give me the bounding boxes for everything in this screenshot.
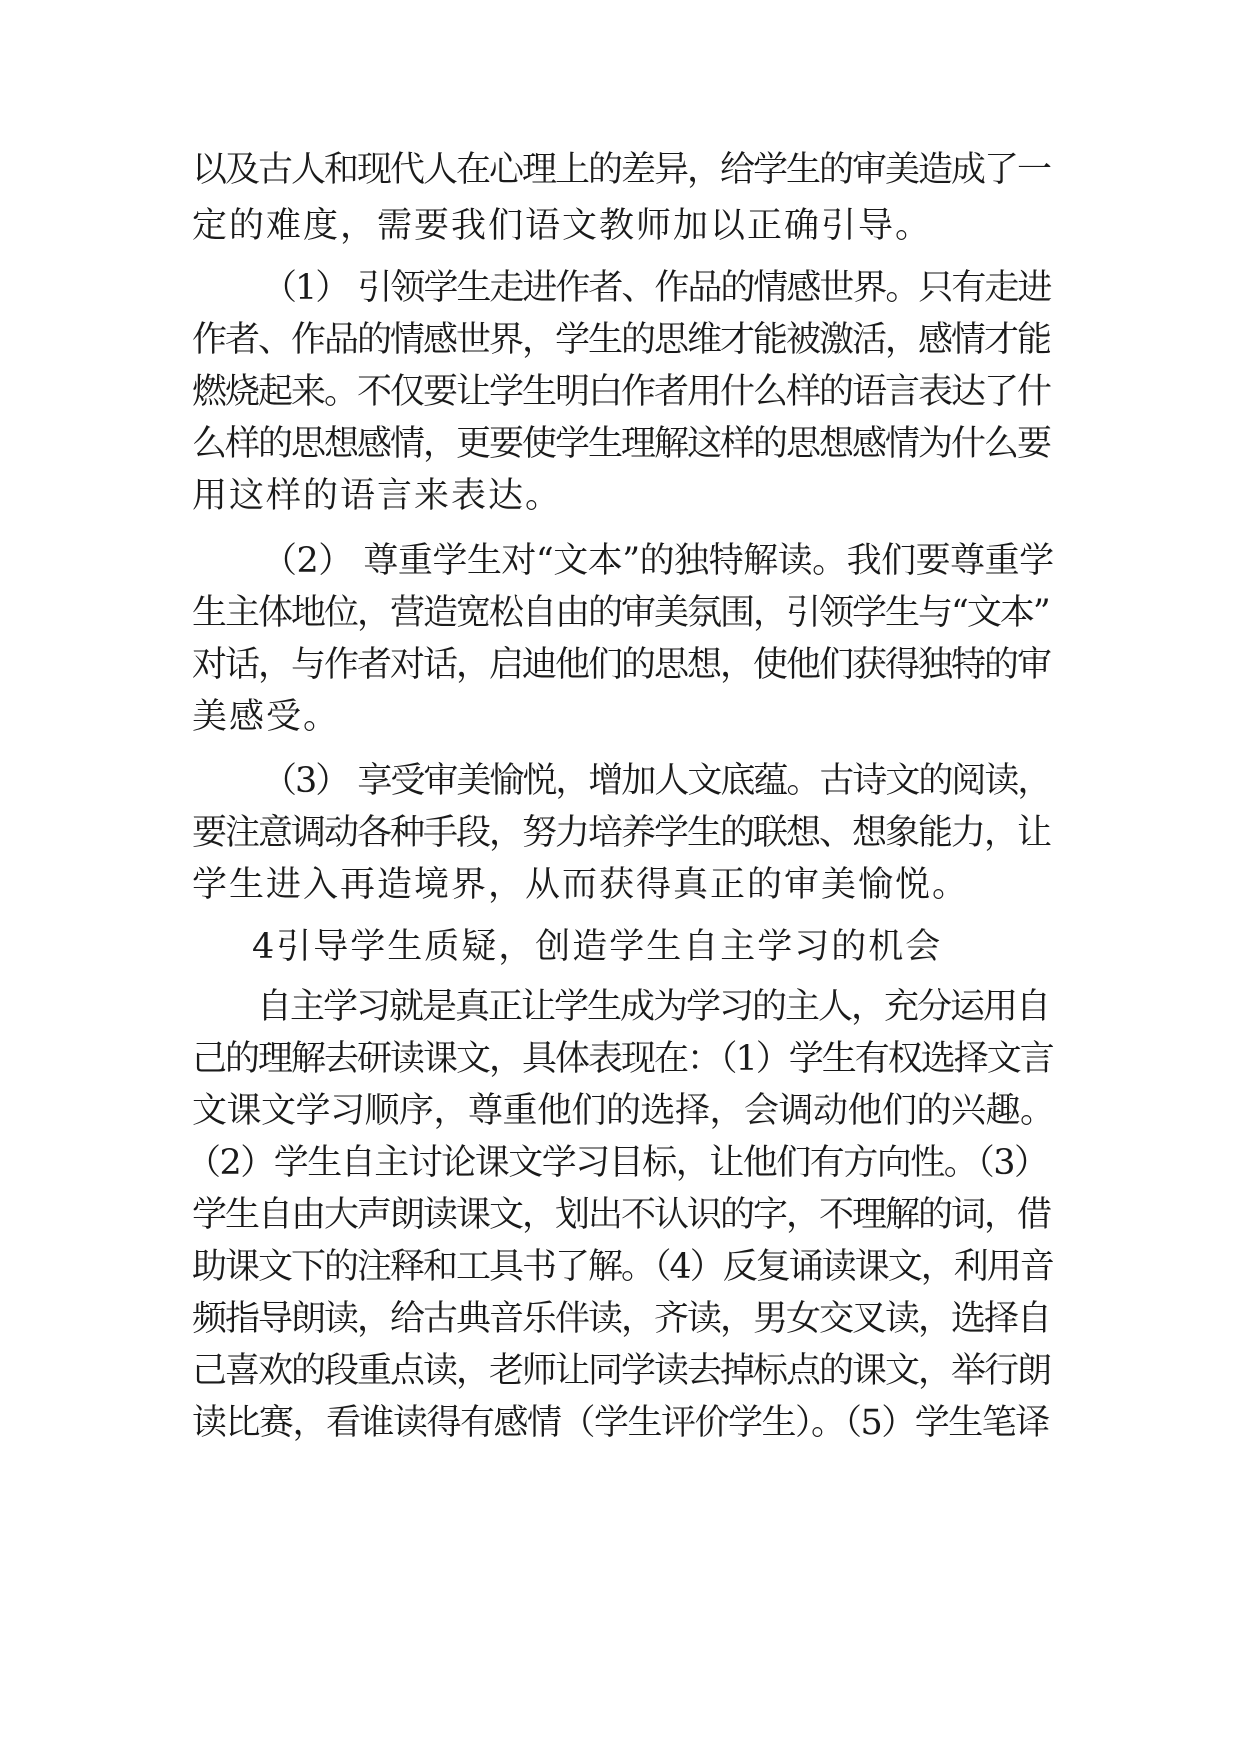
text-line: （2） 尊重学生对“文本”的独特解读。我们要尊重学	[262, 541, 1054, 581]
text-line: 对话，与作者对话，启迪他们的思想，使他们获得独特的审	[192, 645, 1051, 685]
text-line: 助课文下的注释和工具书了解。（4）反复诵读课文，利用音	[192, 1247, 1053, 1287]
text-line: 己的理解去研读课文，具体表现在：（1）学生有权选择文言	[192, 1039, 1053, 1079]
text-line: 定的难度，需要我们语文教师加以正确引导。	[192, 206, 933, 246]
text-line: 么样的思想感情，更要使学生理解这样的思想感情为什么要	[192, 424, 1051, 464]
text-line: 用这样的语言来表达。	[192, 476, 563, 516]
text-line: 生主体地位，营造宽松自由的审美氛围，引领学生与“文本”	[192, 593, 1049, 633]
text-line: 美感受。	[192, 697, 341, 737]
text-line: 作者、作品的情感世界，学生的思维才能被激活，感情才能	[192, 320, 1051, 360]
text-line: （3） 享受审美愉悦，增加人文底蕴。古诗文的阅读，	[262, 761, 1051, 801]
text-line: 燃烧起来。不仅要让学生明白作者用什么样的语言表达了什	[192, 372, 1051, 412]
text-line: 己喜欢的段重点读，老师让同学读去掉标点的课文，举行朗	[192, 1351, 1051, 1391]
text-line: 以及古人和现代人在心理上的差异，给学生的审美造成了一	[192, 150, 1051, 190]
text-line: 读比赛，看谁读得有感情（学生评价学生）。（5）学生笔译	[192, 1403, 1049, 1443]
text-line: 自主学习就是真正让学生成为学习的主人，充分运用自	[257, 987, 1050, 1027]
text-line: （2）学生自主讨论课文学习目标，让他们有方向性。（3）	[186, 1143, 1048, 1183]
text-line: （1） 引领学生走进作者、作品的情感世界。只有走进	[262, 268, 1051, 308]
section-heading: 4引导学生质疑，创造学生自主学习的机会	[252, 927, 943, 967]
text-line: 文课文学习顺序，尊重他们的选择，会调动他们的兴趣。	[192, 1091, 1055, 1131]
text-line: 要注意调动各种手段，努力培养学生的联想、想象能力，让	[192, 813, 1051, 853]
text-line: 学生自由大声朗读课文，划出不认识的字，不理解的词，借	[192, 1195, 1051, 1235]
text-line: 频指导朗读，给古典音乐伴读，齐读，男女交叉读，选择自	[192, 1299, 1051, 1339]
text-line: 学生进入再造境界，从而获得真正的审美愉悦。	[192, 865, 970, 905]
